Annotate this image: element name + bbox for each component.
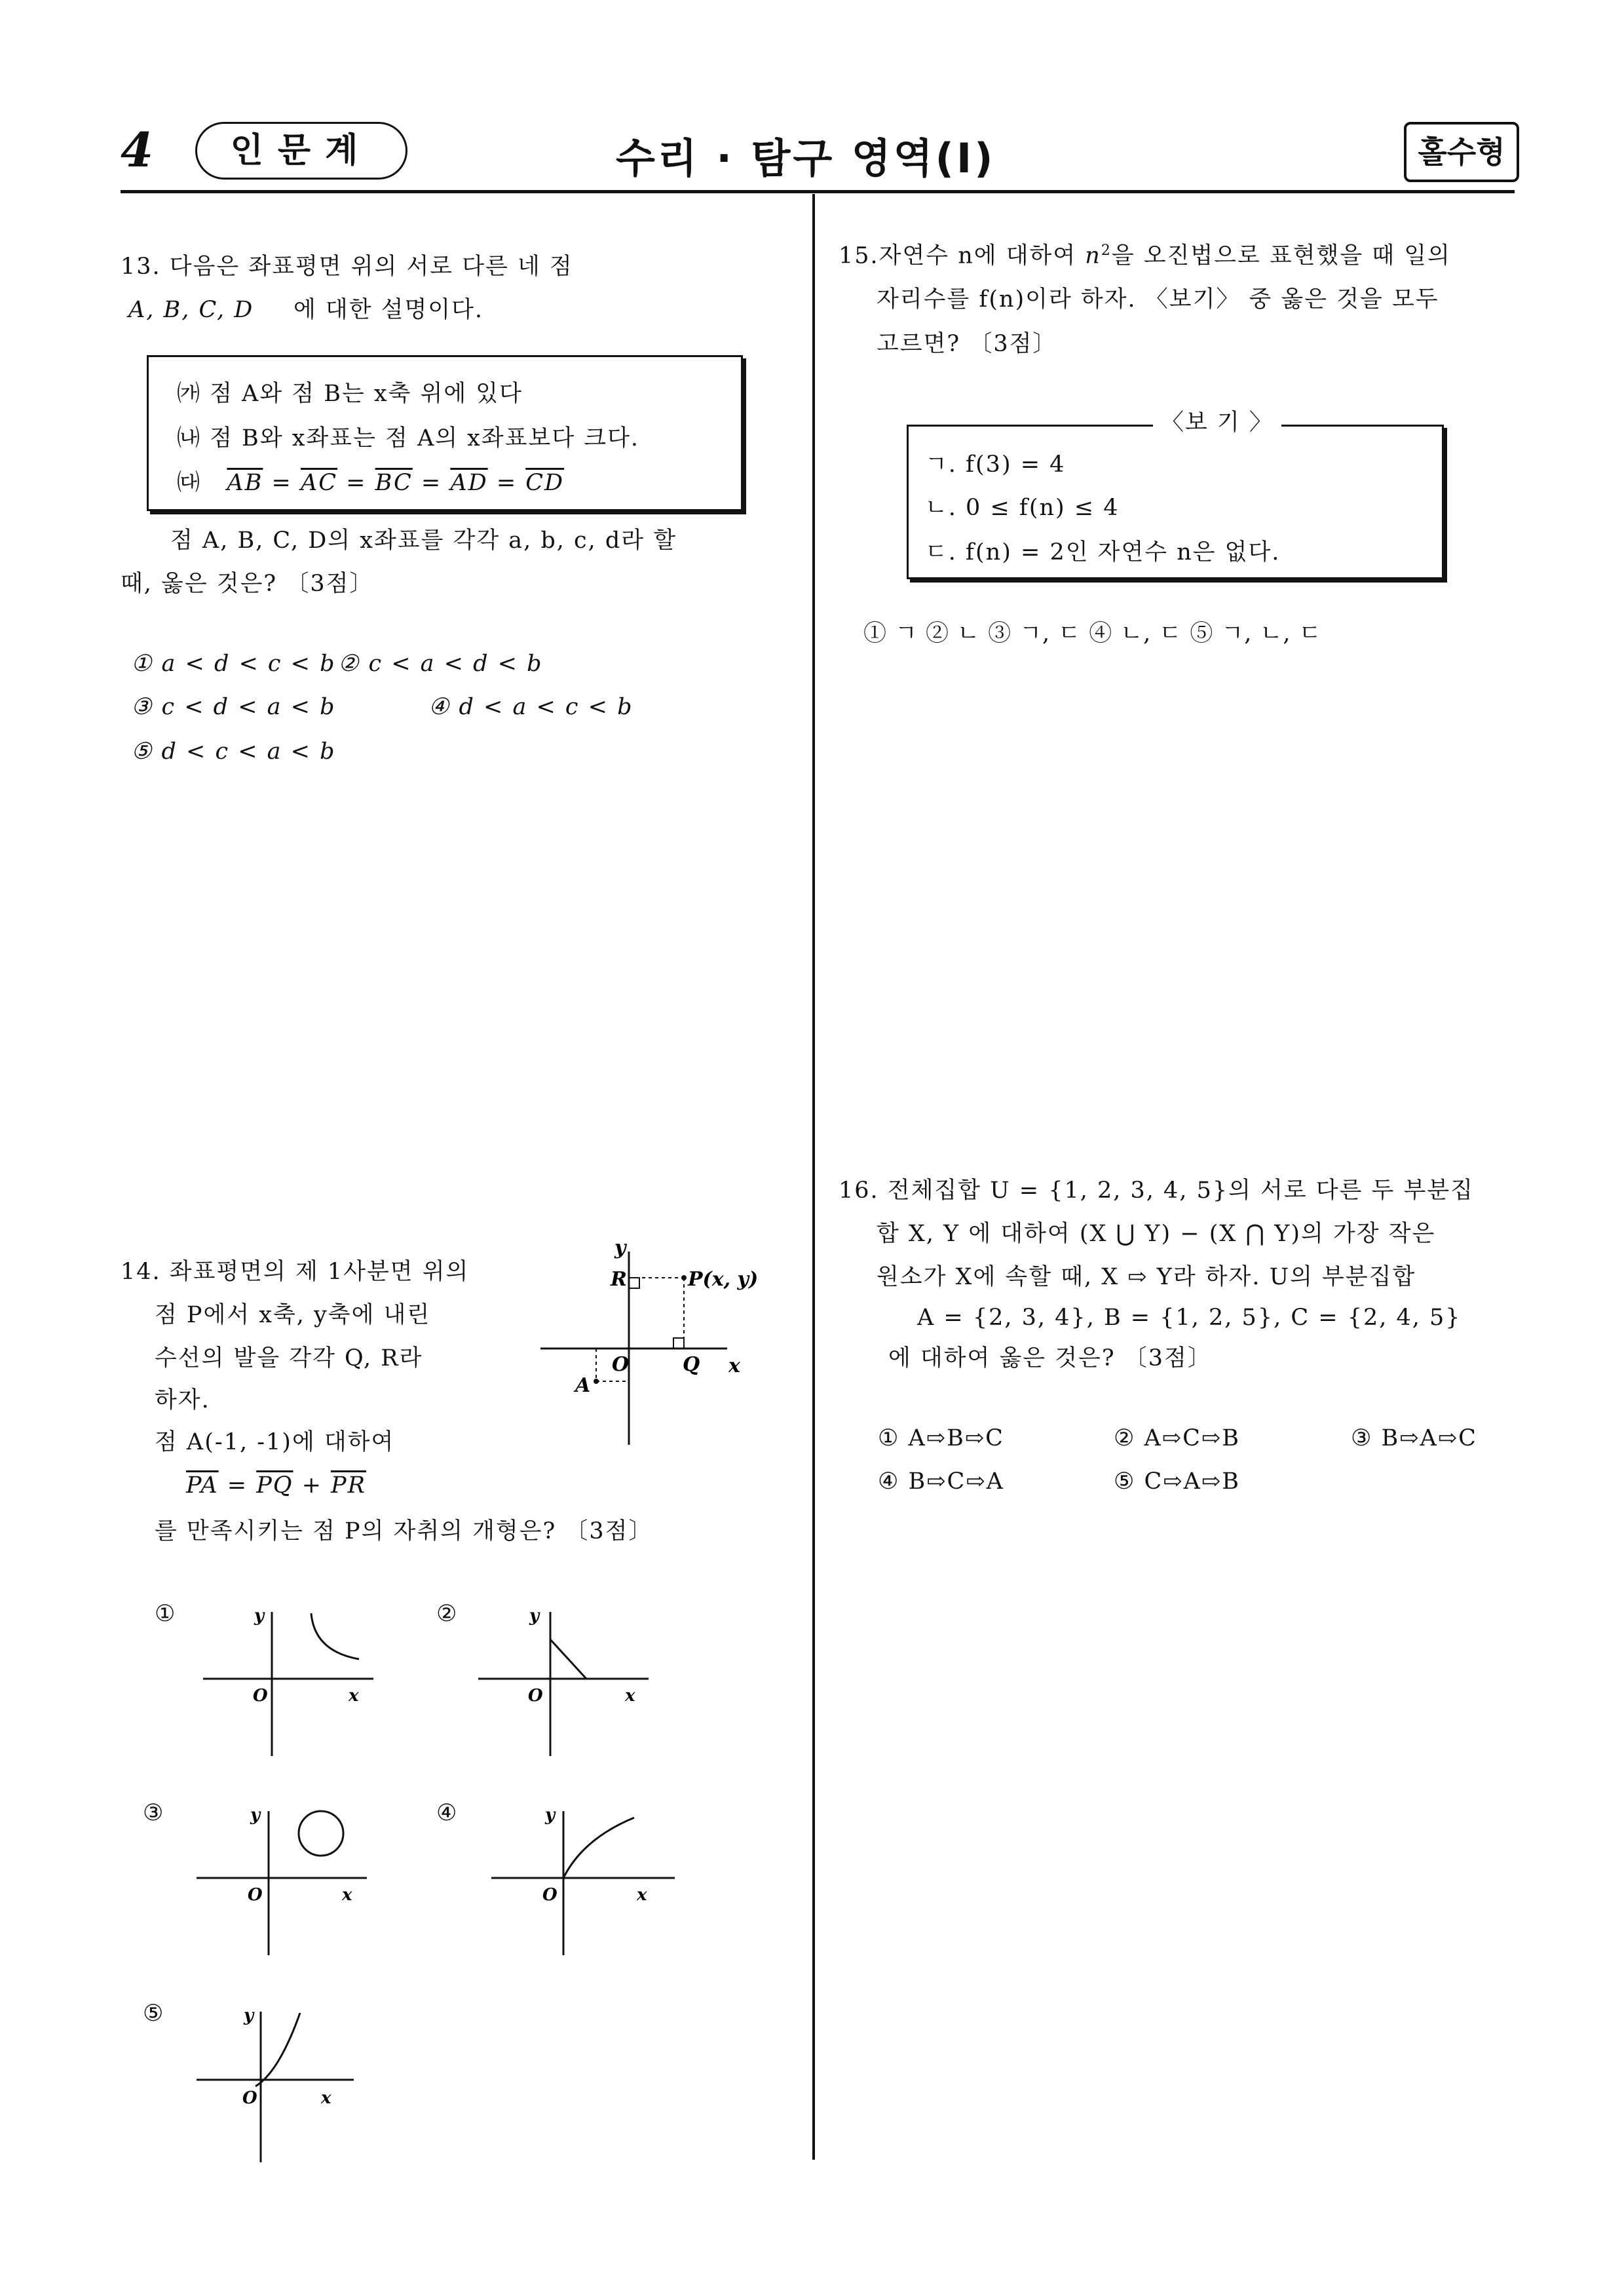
q14-choice-5-graph[interactable] [190,1999,373,2169]
q16-choice-5[interactable]: ⑤ C⇨A⇨B [1114,1468,1240,1495]
graph5-x-label: x [321,2088,331,2108]
q13-choice-3[interactable]: ③ c < d < a < b [131,694,336,720]
graph3-y-label: y [250,1805,261,1825]
q14-choice-2-graph[interactable] [472,1599,655,1763]
track-badge: 인문계 [195,122,407,180]
q13-choice-4[interactable]: ④ d < a < c < b [428,694,633,720]
q16-choice-2[interactable]: ② A⇨C⇨B [1114,1425,1240,1451]
q14-choice-4-number[interactable]: ④ [436,1800,459,1826]
q15-line3: 고르면? 〔3점〕 [877,331,1057,357]
graph5-curve [255,2013,300,2086]
graph3-x-label: x [342,1885,352,1905]
graph1-x-label: x [349,1686,359,1706]
q14-choice-4-graph[interactable] [485,1798,681,1962]
fig-label-a: A [575,1374,591,1397]
fig-right-angle-r [629,1278,639,1288]
q15-item-g: ㄱ. f(3) = 4 [925,451,1066,478]
q13-condition-da: ㈐ $\overline{AB} = \overline{AC} = \overline{BC} = \overline{AD} = \overline{CD}$ [177,470,565,496]
q13-stem-line2: 에 대한 설명이다. [293,297,484,323]
q15-line2: 자리수를 f(n)이라 하자. 〈보기〉 중 옳은 것을 모두 [877,286,1439,313]
q14-choice-1-graph[interactable] [197,1599,380,1763]
fig-point-a [594,1379,599,1384]
fig-right-angle-q [673,1338,684,1349]
graph4-x-label: x [637,1885,647,1905]
column-divider [812,194,815,2160]
q16-line5: 에 대하여 옳은 것은? 〔3점〕 [888,1345,1212,1371]
q16-choice-4[interactable]: ④ B⇨C⇨A [878,1468,1004,1495]
q13-after-line2: 때, 옳은 것은? 〔3점〕 [121,571,374,597]
graph4-curve [563,1818,634,1878]
q16-line2: 합 X, Y 에 대하여 (X ⋃ Y) − (X ⋂ Y)의 가장 작은 [877,1221,1436,1247]
q14-choice-3-graph[interactable] [190,1798,373,1962]
graph1-y-label: y [254,1606,265,1626]
q16-line3: 원소가 X에 속할 때, X ⇨ Y라 하자. U의 부분집합 [877,1264,1416,1290]
graph1-curve [311,1613,359,1659]
q16-line4: A = {2, 3, 4}, B = {1, 2, 5}, C = {2, 4, 5} [917,1305,1462,1331]
graph4-o-label: O [542,1885,557,1905]
graph2-o-label: O [528,1686,543,1706]
q14-line1: 14. 좌표평면의 제 1사분면 위의 [121,1259,470,1285]
q14-line2: 점 P에서 x축, y축에 내린 [155,1302,431,1328]
q13-condition-ga: ㈎ 점 A와 점 B는 x축 위에 있다 [177,381,523,407]
q13-after-line1: 점 A, B, C, D의 x좌표를 각각 a, b, c, d라 할 [170,527,677,554]
q14-line7: 를 만족시키는 점 P의 자취의 개형은? 〔3점〕 [155,1518,653,1544]
fig-label-o: O [612,1353,630,1376]
q13-points: A, B, C, D [128,297,254,323]
fig-label-y: y [614,1236,626,1259]
q15-item-d: ㄷ. f(n) = 2인 자연수 n은 없다. [925,539,1281,565]
q16-choice-3[interactable]: ③ B⇨A⇨C [1351,1425,1477,1451]
page-number: 4 [121,122,154,178]
q13-condition-na: ㈏ 점 B와 x좌표는 점 A의 x좌표보다 크다. [177,425,640,451]
fig-label-r: R [611,1268,627,1291]
graph5-y-label: y [244,2006,254,2025]
fig-label-q: Q [683,1353,700,1376]
q15-choices[interactable]: ① ㄱ ② ㄴ ③ ㄱ, ㄷ ④ ㄴ, ㄷ ⑤ ㄱ, ㄴ, ㄷ [863,621,1322,647]
q14-reference-figure [531,1232,780,1448]
header-rule [121,190,1515,193]
graph3-o-label: O [248,1885,263,1905]
q14-line3: 수선의 발을 각각 Q, R라 [155,1345,423,1371]
graph3-circle [299,1811,343,1856]
q14-equation: $\overline{PA} = \overline{PQ} + \overline{PR}$ [186,1472,366,1499]
q14-choice-1-number[interactable]: ① [155,1601,177,1627]
q14-choice-3-number[interactable]: ③ [143,1800,165,1826]
q15-bogi-title: 〈보 기 〉 [1153,411,1281,434]
graph1-o-label: O [253,1686,268,1706]
graph5-o-label: O [242,2088,257,2108]
fig-label-p: P(x, y) [688,1268,759,1291]
q13-stem-line1: 13. 다음은 좌표평면 위의 서로 다른 네 점 [121,254,573,280]
q13-choice-1[interactable]: ① a < d < c < b [131,651,336,677]
fig-label-x: x [728,1354,740,1377]
q14-choice-5-number[interactable]: ⑤ [143,2000,165,2027]
form-type-badge: 홀수형 [1404,122,1519,182]
fig-point-p [681,1275,687,1280]
q14-choice-2-number[interactable]: ② [436,1601,459,1627]
graph2-segment [550,1639,586,1679]
q13-choice-2[interactable]: ② c < a < d < b [338,651,543,677]
q14-line5: 점 A(-1, -1)에 대하여 [155,1429,395,1455]
q14-line4: 하자. [155,1387,210,1413]
q13-choice-5[interactable]: ⑤ d < c < a < b [131,738,336,765]
graph4-y-label: y [545,1805,556,1825]
graph2-x-label: x [625,1686,635,1706]
q16-line1: 16. 전체집합 U = {1, 2, 3, 4, 5}의 서로 다른 두 부분집 [839,1177,1474,1204]
q16-choice-1[interactable]: ① A⇨B⇨C [878,1425,1004,1451]
page-title: 수리 · 탐구 영역(Ⅰ) [616,134,996,182]
q15-item-n: ㄴ. 0 ≤ f(n) ≤ 4 [925,495,1120,521]
q15-line1: 15.자연수 n에 대하여 $n^2$을 오진법으로 표현했을 때 일의 [839,242,1451,269]
graph2-y-label: y [529,1606,540,1626]
